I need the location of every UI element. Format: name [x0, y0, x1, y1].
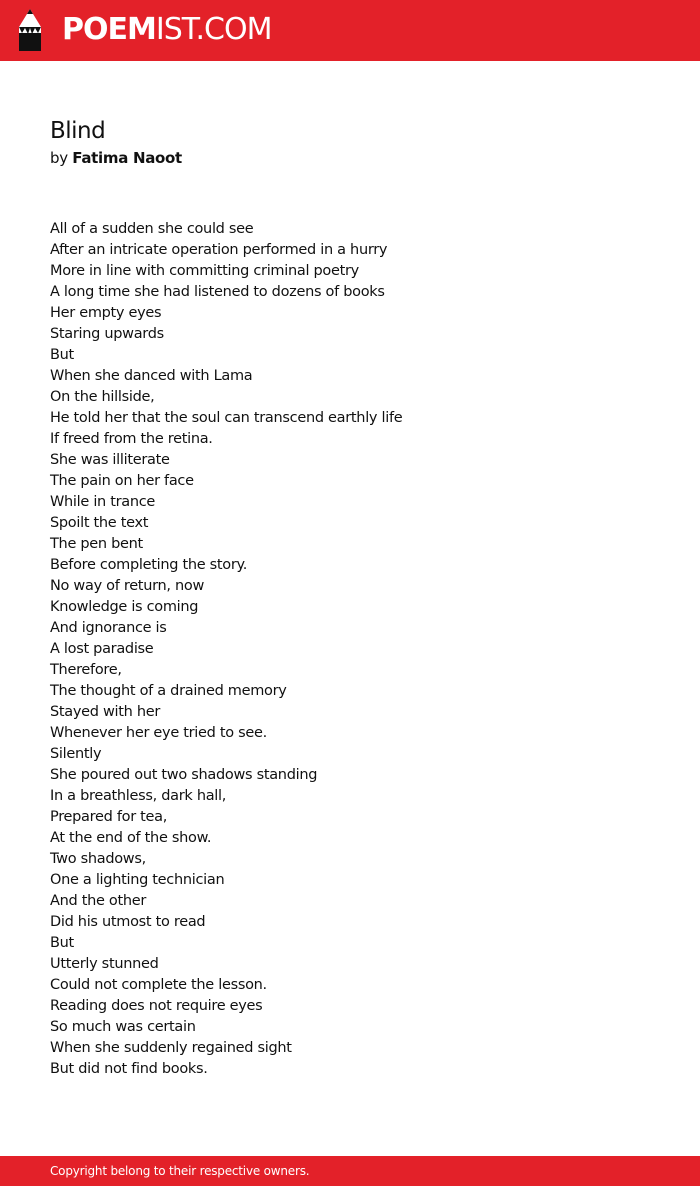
poem-line: Therefore, — [50, 662, 122, 678]
poem-line: Prepared for tea, — [50, 809, 168, 825]
poem-line: Stayed with her — [50, 704, 161, 720]
poem-line: And ignorance is — [50, 620, 167, 636]
poem-line: Knowledge is coming — [50, 599, 199, 615]
site-logo[interactable] — [62, 12, 271, 48]
poem-line: When she suddenly regained sight — [50, 1040, 292, 1056]
poem-line: While in trance — [50, 494, 156, 510]
poem-line: She was illiterate — [50, 452, 170, 468]
copyright-text: Copyright belong to their respective owners. — [50, 1164, 310, 1178]
poem-line: Could not complete the lesson. — [50, 977, 267, 993]
poem-line: When she danced with Lama — [50, 368, 253, 384]
poem-line: One a lighting technician — [50, 872, 225, 888]
poem-line: More in line with committing criminal poetry — [50, 263, 359, 279]
logo-light-text: IST.COM — [155, 12, 272, 47]
poem-line: Staring upwards — [50, 326, 164, 342]
author-name: Fatima Naoot — [72, 149, 182, 167]
poem-body — [50, 219, 402, 1080]
poem-line: If freed from the retina. — [50, 431, 213, 447]
poem-title: Blind — [50, 118, 106, 144]
poem-line: At the end of the show. — [50, 830, 212, 846]
poem-line: Silently — [50, 746, 102, 762]
poem-line: On the hillside, — [50, 389, 155, 405]
site-header — [0, 0, 700, 61]
poem-line: After an intricate operation performed in a hurry — [50, 242, 388, 258]
poem-line: Before completing the story. — [50, 557, 248, 573]
pencil-icon — [17, 9, 43, 51]
byline — [50, 148, 182, 169]
site-footer — [0, 1156, 700, 1186]
poem-line: He told her that the soul can transcend earthly life — [50, 410, 403, 426]
poem-line: Utterly stunned — [50, 956, 159, 972]
poem-line: And the other — [50, 893, 147, 909]
poem-line: Whenever her eye tried to see. — [50, 725, 267, 741]
poem-line: Spoilt the text — [50, 515, 149, 531]
poem-line: A long time she had listened to dozens of books — [50, 284, 385, 300]
poem-line: Reading does not require eyes — [50, 998, 263, 1014]
poem-line: Did his utmost to read — [50, 914, 206, 930]
by-label: by — [50, 149, 68, 167]
poem-line: But — [50, 347, 74, 363]
poem-line: But — [50, 935, 74, 951]
poem-line: A lost paradise — [50, 641, 154, 657]
poem-line: The pen bent — [50, 536, 143, 552]
poem-line: Her empty eyes — [50, 305, 162, 321]
poem-line: So much was certain — [50, 1019, 196, 1035]
poem-line: But did not find books. — [50, 1061, 208, 1077]
poem-line: All of a sudden she could see — [50, 221, 254, 237]
poem-line: She poured out two shadows standing — [50, 767, 318, 783]
poem-line: No way of return, now — [50, 578, 205, 594]
poem-line: The pain on her face — [50, 473, 194, 489]
poem-line: In a breathless, dark hall, — [50, 788, 227, 804]
logo-bold-text: POEM — [62, 12, 156, 47]
poem-line: The thought of a drained memory — [50, 683, 287, 699]
poem-line: Two shadows, — [50, 851, 146, 867]
